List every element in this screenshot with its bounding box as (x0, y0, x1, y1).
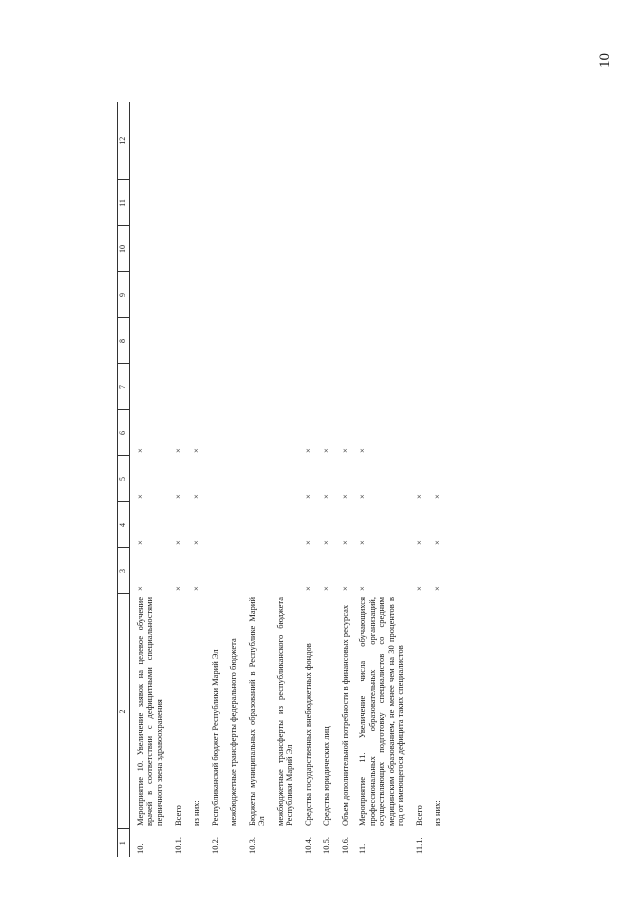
cell-col6: × (321, 448, 332, 453)
cell-col5 (222, 456, 241, 502)
row-number (222, 829, 241, 857)
cell-col5: × (413, 494, 424, 499)
cell-col6 (426, 410, 445, 456)
cell-col6: × (357, 448, 368, 453)
cell-col3: × (302, 586, 313, 591)
row-text: Объем дополнительной потребности в финансовых ресурсах (339, 604, 350, 826)
row-number: 10.4. (302, 837, 313, 854)
cell-col5: × (302, 494, 313, 499)
table-row (185, 102, 204, 857)
row-number: 10.5. (321, 837, 332, 854)
table-row (269, 102, 297, 857)
col-header-9: 9 (118, 272, 130, 318)
row-number: 10.1. (172, 837, 183, 854)
cell-col6: × (134, 448, 145, 453)
cell-col3: × (339, 586, 350, 591)
table-row (315, 102, 334, 857)
col-header-7: 7 (118, 364, 130, 410)
cell-col6: × (172, 448, 183, 453)
cell-col3 (269, 548, 297, 594)
col-header-4: 4 (118, 502, 130, 548)
cell-col5 (204, 456, 223, 502)
cell-col5: × (357, 494, 368, 499)
cell-col4: × (321, 540, 332, 545)
financing-table (117, 102, 445, 857)
row-text: из них: (191, 800, 202, 826)
table-row (334, 102, 353, 857)
cell-col4: × (357, 540, 368, 545)
row-number (426, 829, 445, 857)
row-number: 11.1. (413, 837, 424, 854)
row-text: Республиканский бюджет Республики Марий Эл (209, 649, 220, 826)
row-number: 11. (357, 843, 368, 854)
table-row (129, 102, 166, 857)
cell-col3: × (191, 586, 202, 591)
table-row (408, 102, 427, 857)
table-row (352, 102, 408, 857)
col-header-11: 11 (118, 180, 130, 226)
cell-col4 (269, 502, 297, 548)
row-number (269, 829, 297, 857)
table-row (167, 102, 186, 857)
row-text: межбюджетные трансферты федерального бюджета (228, 638, 239, 826)
cell-col6 (222, 410, 241, 456)
cell-col5: × (134, 494, 145, 499)
rotated-table-container (117, 102, 587, 857)
cell-col4: × (413, 540, 424, 545)
col-header-1: 1 (118, 829, 130, 857)
col-header-12: 12 (118, 102, 130, 180)
cell-col3: × (134, 586, 145, 591)
cell-col3: × (432, 586, 443, 591)
cell-col5: × (191, 494, 202, 499)
cell-col6 (408, 410, 427, 456)
cell-col4 (204, 502, 223, 548)
cell-col4: × (172, 540, 183, 545)
row-number: 10.3. (246, 837, 257, 854)
row-number: 10. (134, 843, 145, 854)
cell-col6 (269, 410, 297, 456)
cell-col4: × (134, 540, 145, 545)
cell-col6: × (302, 448, 313, 453)
cell-col5 (269, 456, 297, 502)
col-header-6: 6 (118, 410, 130, 456)
cell-col4 (241, 502, 269, 548)
col-header-10: 10 (118, 226, 130, 272)
cell-col3 (204, 548, 223, 594)
cell-col5: × (172, 494, 183, 499)
table-row (241, 102, 269, 857)
cell-col3 (222, 548, 241, 594)
row-text: Всего (172, 805, 183, 826)
cell-col5: × (339, 494, 350, 499)
cell-col6: × (191, 448, 202, 453)
cell-col4: × (302, 540, 313, 545)
cell-col5: × (432, 494, 443, 499)
cell-col3 (241, 548, 269, 594)
cell-col3: × (172, 586, 183, 591)
cell-col5: × (321, 494, 332, 499)
cell-col4 (222, 502, 241, 548)
row-text: Мероприятие 10. Увеличение заявок на целевое обучение врачей в соответствии с дефицитными специальностями первичного звена здравоохранения (134, 597, 164, 826)
row-text: Мероприятие 11. Увеличение числа обучающихся профессиональных образовательных организаций, осуществляющих подготовку специалистов со средним медицинским образованием, не менее чем на 30 процентов в год от имеющегося дефицита таких специалистов (357, 597, 406, 826)
table-row (204, 102, 223, 857)
row-text: из них: (432, 800, 443, 826)
col-header-8: 8 (118, 318, 130, 364)
row-text: Всего (413, 805, 424, 826)
cell-col4: × (191, 540, 202, 545)
row-text: Средства юридических лиц (321, 726, 332, 826)
row-text: Средства государственных внебюджетных фондов (302, 643, 313, 826)
row-number: 10.6. (339, 837, 350, 854)
row-text: Бюджеты муниципальных образований в Республике Марий Эл (246, 597, 267, 826)
cell-col4: × (432, 540, 443, 545)
table-row (297, 102, 316, 857)
row-text: межбюджетные трансферты из республиканского бюджета Республики Марий Эл (274, 597, 295, 826)
cell-col6 (204, 410, 223, 456)
col-header-5: 5 (118, 456, 130, 502)
cell-col3: × (357, 586, 368, 591)
table-row (222, 102, 241, 857)
page-number: 10 (597, 53, 613, 68)
column-number-row (118, 102, 130, 857)
cell-col3: × (413, 586, 424, 591)
col-header-2: 2 (118, 594, 130, 829)
cell-col6 (241, 410, 269, 456)
row-number: 10.2. (209, 837, 220, 854)
cell-col3: × (321, 586, 332, 591)
row-number (185, 829, 204, 857)
cell-col4: × (339, 540, 350, 545)
table-row (426, 102, 445, 857)
cell-col6: × (339, 448, 350, 453)
cell-col5 (241, 456, 269, 502)
col-header-3: 3 (118, 548, 130, 594)
